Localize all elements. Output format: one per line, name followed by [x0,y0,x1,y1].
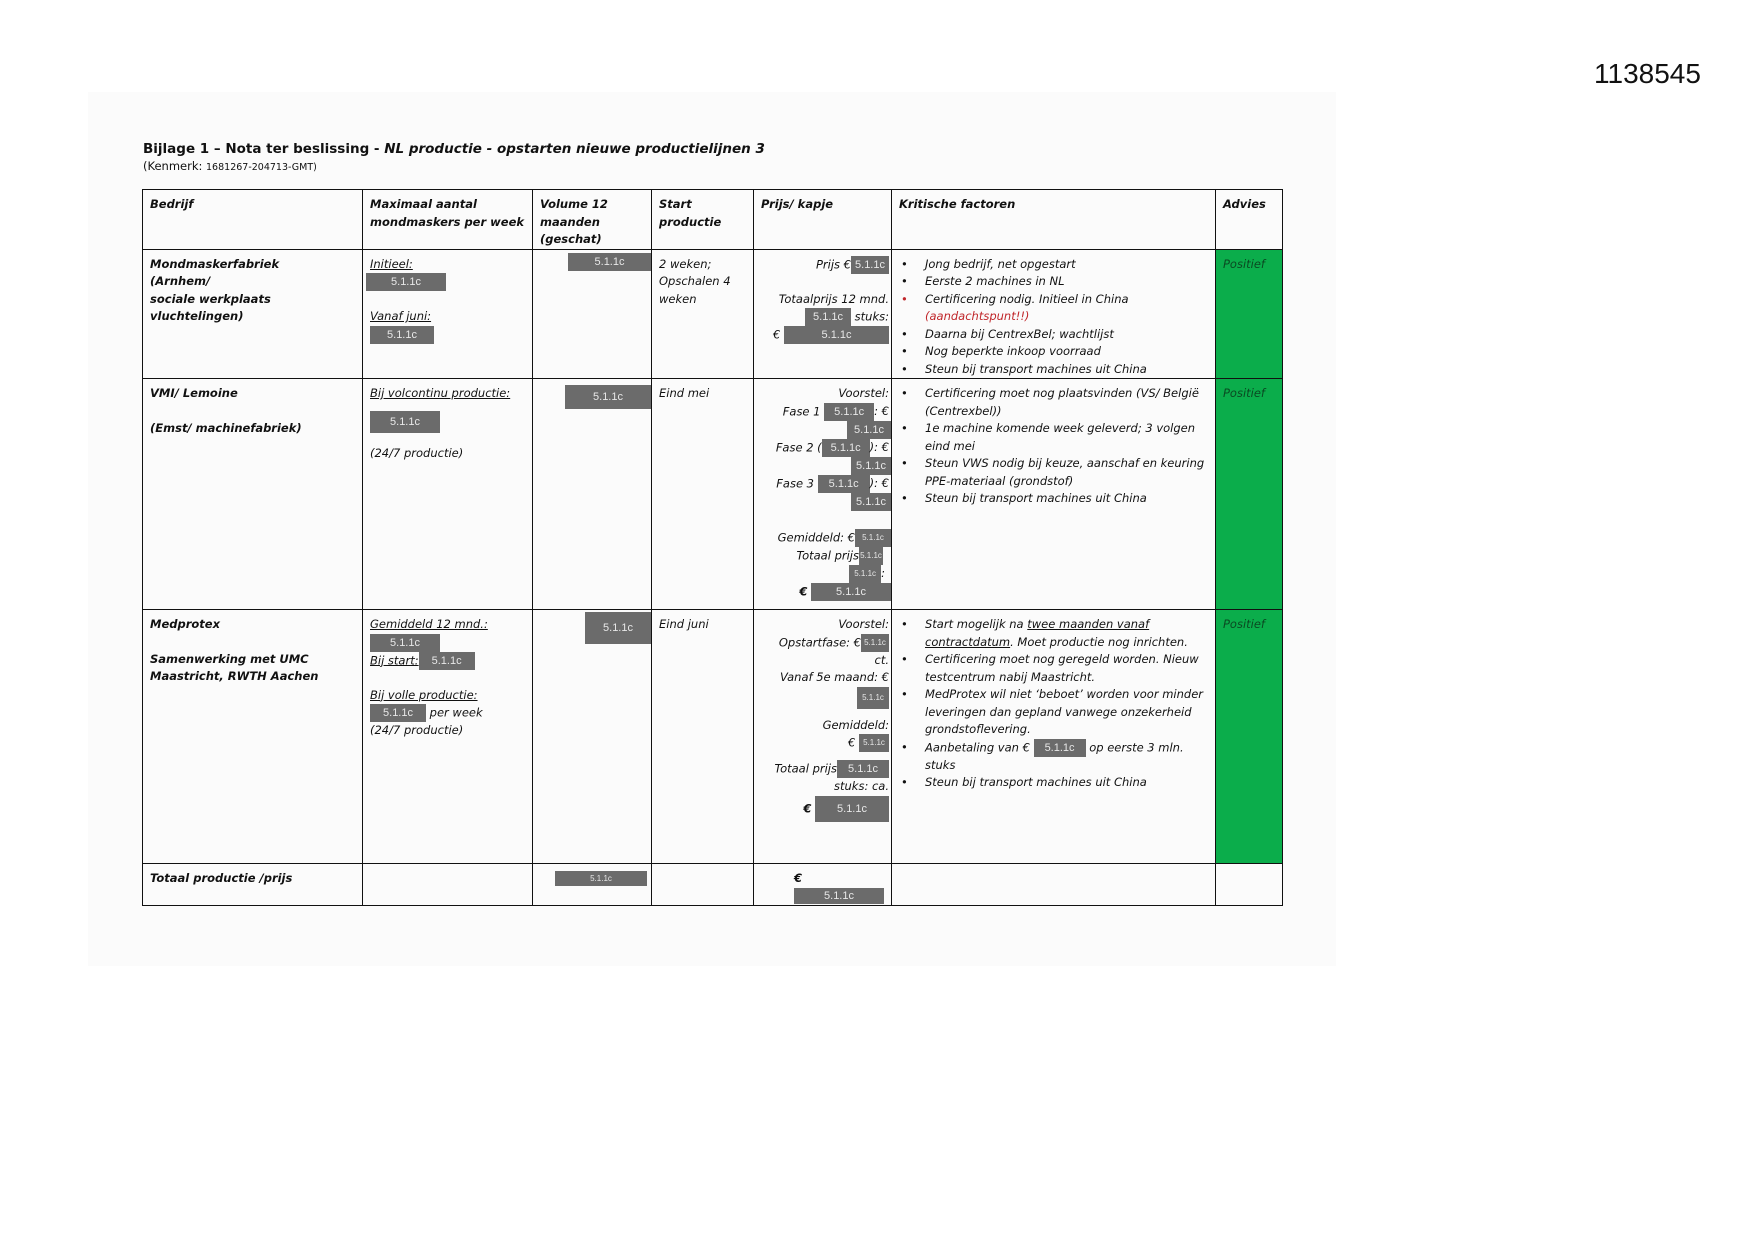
redaction-box: 5.1.1c [861,634,889,652]
total-max [363,864,533,906]
separator: ): € [869,476,889,490]
redaction-box: 5.1.1c [811,583,891,601]
advies-badge: Positief [1216,379,1283,610]
total-label: Totaal productie /prijs [143,864,363,906]
table-row [143,610,1283,864]
redaction-box: 5.1.1c [784,326,889,344]
euro-sign: € [794,871,803,885]
redaction-box: 5.1.1c [555,871,647,886]
total-row [143,864,1283,906]
header-advies: Advies [1216,190,1283,250]
advies-badge: Positief [1216,249,1283,379]
list-item: • Certificering moet nog plaatsvinden (VS/ België (Centrexbel)) [899,385,1208,420]
list-item: • 1e machine komende week geleverd; 3 volgen eind mei [899,420,1208,455]
total-price-label: Totaalprijs 12 mnd. [778,291,889,306]
redaction-box: 5.1.1c [855,529,891,547]
list-item [899,739,1208,775]
redaction-box: 5.1.1c [419,652,475,670]
company-name: Medprotex [150,617,220,631]
header-prijs: Prijs/ kapje [754,190,892,250]
production-note: (24/7 productie) [370,445,464,460]
cell-kritische-factoren [892,249,1216,379]
advies-badge: Positief [1216,610,1283,864]
average-label: Gemiddeld: [822,717,889,732]
redaction-box: 5.1.1c [370,326,434,344]
cell-max [363,610,533,864]
redaction-box: 5.1.1c [824,403,874,421]
company-detail: vluchtelingen) [150,309,244,323]
cell-start: Eind juni [652,610,754,864]
phase-label: Fase 1 [782,404,821,418]
reference-label: (Kenmerk: [143,159,207,173]
cell-bedrijf [143,610,363,864]
redaction-box: 5.1.1c [370,634,440,652]
company-detail: (Emst/ machinefabriek) [150,420,302,435]
redaction-box: 5.1.1c [568,253,651,271]
list-item: • Steun bij transport machines uit China [899,361,1208,379]
list-item-text: op eerste 3 mln. stuks [925,740,1184,772]
cell-volume [533,249,652,379]
reference-value: 1681267-204713-GMT) [206,162,317,173]
underlined-text: twee maanden vanaf contractdatum [925,617,1150,649]
average-label: Gemiddeld: € [777,530,855,544]
title-subject: NL productie - opstarten nieuwe productielijnen 3 [384,141,765,157]
redaction-box: 5.1.1c [370,704,426,722]
cell-max [363,249,533,379]
cell-volume [533,610,652,864]
euro-sign: € [799,584,808,598]
phase-label: Fase 2 ( [775,440,822,454]
redaction-box: 5.1.1c [815,796,889,822]
list-item: • Eerste 2 machines in NL [899,273,1208,291]
table-header-row [143,190,1283,250]
total-price-label: Totaal prijs [774,761,837,776]
max-label: Bij volle productie: [370,687,478,702]
cell-prijs [754,249,892,379]
redaction-box: 5.1.1c [859,734,889,752]
cell-kritische-factoren [892,379,1216,610]
list-item: • Steun bij transport machines uit China [899,774,1208,792]
table-row [143,379,1283,610]
redaction-box: 5.1.1c [1034,739,1086,757]
header-bedrijf: Bedrijf [143,190,363,250]
price-label: Prijs € [815,257,851,271]
euro-sign: € [803,801,812,815]
list-item: • MedProtex wil niet ‘beboet’ worden voor minder leveringen dan gepland vanwege onzekerheid grondstoflevering. [899,686,1208,739]
list-item-text: Start mogelijk na [925,617,1028,631]
total-price-label: Totaal prijs [796,548,859,562]
redaction-box: 5.1.1c [366,273,446,291]
redaction-box: 5.1.1c [818,475,870,493]
total-advies [1216,864,1283,906]
cell-kritische-factoren [892,610,1216,864]
header-max-aantal: Maximaal aantal mondmaskers per week [363,190,533,250]
proposal-label: Voorstel: [838,386,889,400]
max-label: Bij volcontinu productie: [370,386,511,400]
list-item: • Daarna bij CentrexBel; wachtlijst [899,326,1208,344]
company-detail: Maastricht, RWTH Aachen [150,669,319,683]
euro-sign: € [848,735,856,750]
separator: : [881,566,885,580]
cell-volume [533,379,652,610]
max-label: Vanaf juni: [370,309,432,323]
company-detail: (Arnhem/ [150,274,211,288]
cell-start: 2 weken; Opschalen 4 weken [652,249,754,379]
list-item: • Jong bedrijf, net opgestart [899,256,1208,274]
pieces-label: stuks: ca. [834,779,889,793]
cell-start: Eind mei [652,379,754,610]
company-name: Mondmaskerfabriek [150,256,280,271]
header-volume: Volume 12 maanden (geschat) [533,190,652,250]
pieces-label: stuks: [854,309,889,324]
list-item-text: Certificering nodig. Initieel in China [925,291,1129,306]
list-item [899,616,1208,651]
per-week-label: per week [429,705,483,720]
redaction-box: 5.1.1c [822,439,870,457]
redaction-box: 5.1.1c [847,421,891,439]
redaction-box: 5.1.1c [837,760,889,778]
company-detail: sociale werkplaats [150,291,271,306]
cent-label: ct. [874,652,889,667]
reference [143,159,317,173]
separator: ): € [869,440,889,454]
company-name: VMI/ Lemoine [150,386,238,400]
total-start [652,864,754,906]
cell-bedrijf [143,379,363,610]
header-kritische-factoren: Kritische factoren [892,190,1216,250]
redaction-box: 5.1.1c [859,547,883,565]
document-number: 1138545 [1594,58,1701,89]
redaction-box: 5.1.1c [805,308,851,326]
list-item-attention [899,291,1208,326]
redaction-box: 5.1.1c [585,612,651,644]
cell-prijs [754,379,892,610]
company-detail: Samenwerking met UMC [150,651,309,666]
attention-note: (aandachtspunt!!) [925,309,1030,323]
list-item-text: . Moet productie nog inrichten. [1010,634,1188,649]
separator: : € [874,404,889,418]
max-label: Gemiddeld 12 mnd.: [370,617,488,631]
cell-prijs [754,610,892,864]
redaction-box: 5.1.1c [851,457,891,475]
total-volume [533,864,652,906]
list-item: • Certificering moet nog geregeld worden. Nieuw testcentrum nabij Maastricht. [899,651,1208,686]
header-start: Start productie [652,190,754,250]
total-kritisch [892,864,1216,906]
list-item: • Steun VWS nodig bij keuze, aanschaf en keuring PPE-materiaal (grondstof) [899,455,1208,490]
redaction-box: 5.1.1c [565,385,651,409]
phase-label: Fase 3 [776,476,814,490]
redaction-box: 5.1.1c [851,493,891,511]
total-prijs [754,864,892,906]
redaction-box: 5.1.1c [849,565,881,583]
list-item: • Nog beperkte inkoop voorraad [899,343,1208,361]
max-label: Bij start: [370,653,419,667]
proposal-label: Voorstel: [838,617,889,631]
table-row [143,249,1283,379]
cell-bedrijf [143,249,363,379]
redaction-box: 5.1.1c [370,411,440,433]
redaction-box: 5.1.1c [851,256,889,274]
decision-table [142,189,1283,906]
title-prefix: Bijlage 1 – Nota ter beslissing - [143,141,385,157]
production-note: (24/7 productie) [370,723,464,737]
list-item-text: Aanbetaling van € [925,740,1034,754]
startup-phase-label: Opstartfase: € [778,635,861,649]
euro-sign: € [773,327,781,342]
redaction-box: 5.1.1c [857,687,889,709]
list-item: • Steun bij transport machines uit China [899,490,1208,508]
redaction-box: 5.1.1c [794,888,884,904]
from-month-label: Vanaf 5e maand: € [780,670,889,684]
page-title [143,141,765,157]
max-label: Initieel: [370,256,413,271]
cell-max [363,379,533,610]
